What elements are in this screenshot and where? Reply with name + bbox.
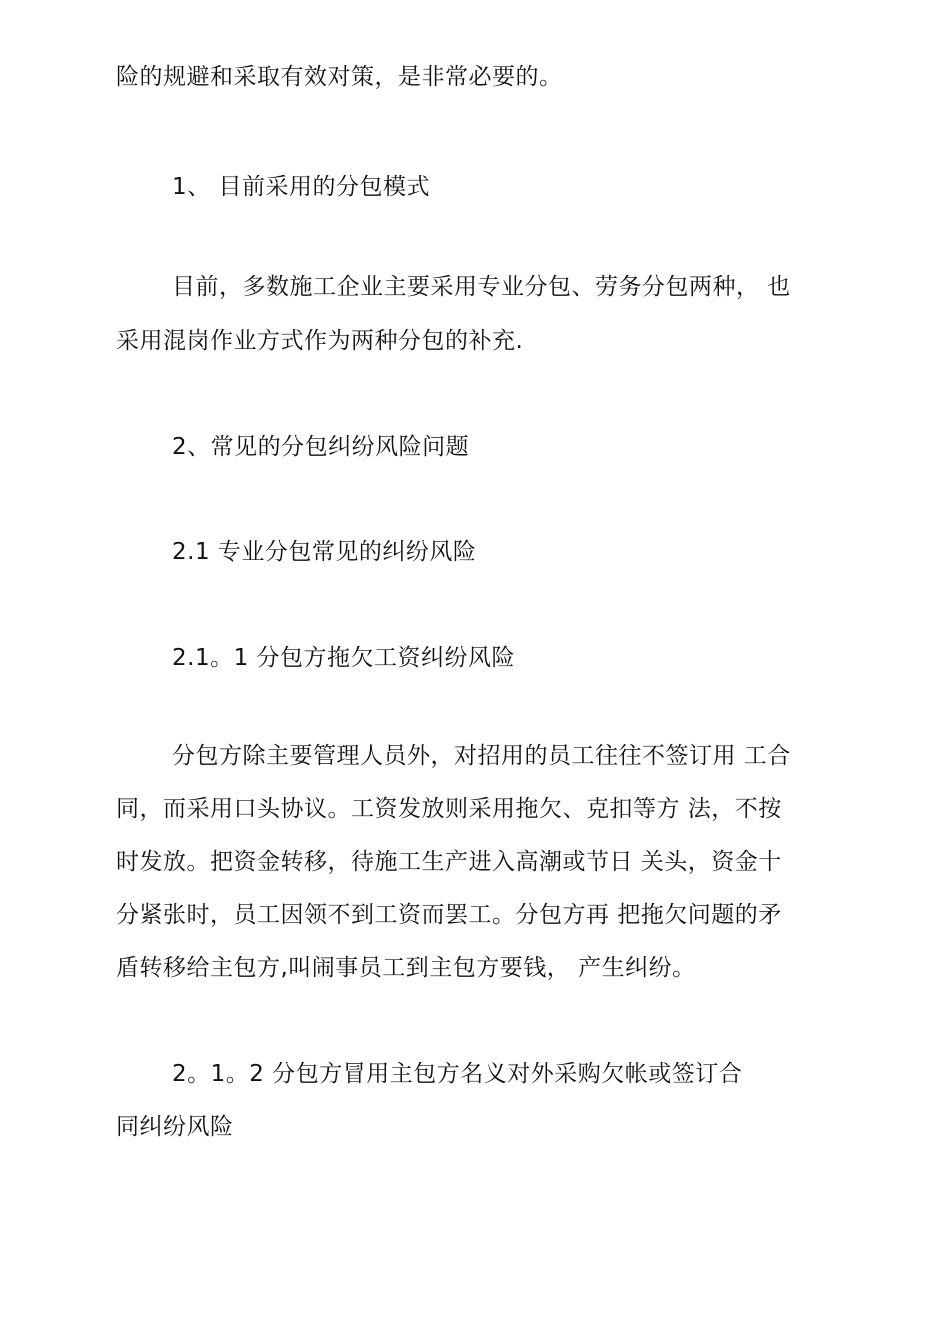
paragraph-line: 时发放。把资金转移，待施工生产进入高潮或节日 关头，资金十 xyxy=(116,849,782,875)
subsection-heading: 2.1 专业分包常见的纠纷风险 xyxy=(172,539,477,565)
subsection-heading: 同纠纷风险 xyxy=(116,1114,234,1140)
subsection-heading: 2。1。2 分包方冒用主包方名义对外采购欠帐或签订合 xyxy=(172,1061,743,1087)
paragraph-line: 险的规避和采取有效对策，是非常必要的。 xyxy=(116,64,563,90)
subsection-heading: 2.1。1 分包方拖欠工资纠纷风险 xyxy=(172,645,516,671)
paragraph-line: 目前，多数施工企业主要采用专业分包、劳务分包两种， 也 xyxy=(172,274,791,300)
paragraph-line: 分包方除主要管理人员外，对招用的员工往往不签订用 工合 xyxy=(172,743,791,769)
section-heading: 2、常见的分包纠纷风险问题 xyxy=(172,434,470,460)
paragraph-line: 同，而采用口头协议。工资发放则采用拖欠、克扣等方 法，不按 xyxy=(116,796,782,822)
paragraph-line: 采用混岗作业方式作为两种分包的补充. xyxy=(116,328,524,354)
section-heading: 1、 目前采用的分包模式 xyxy=(172,174,430,200)
paragraph-line: 分紧张时，员工因领不到工资而罢工。分包方再 把拖欠问题的矛 xyxy=(116,902,782,928)
paragraph-line: 盾转移给主包方,叫闹事员工到主包方要钱， 产生纠纷。 xyxy=(116,955,696,981)
